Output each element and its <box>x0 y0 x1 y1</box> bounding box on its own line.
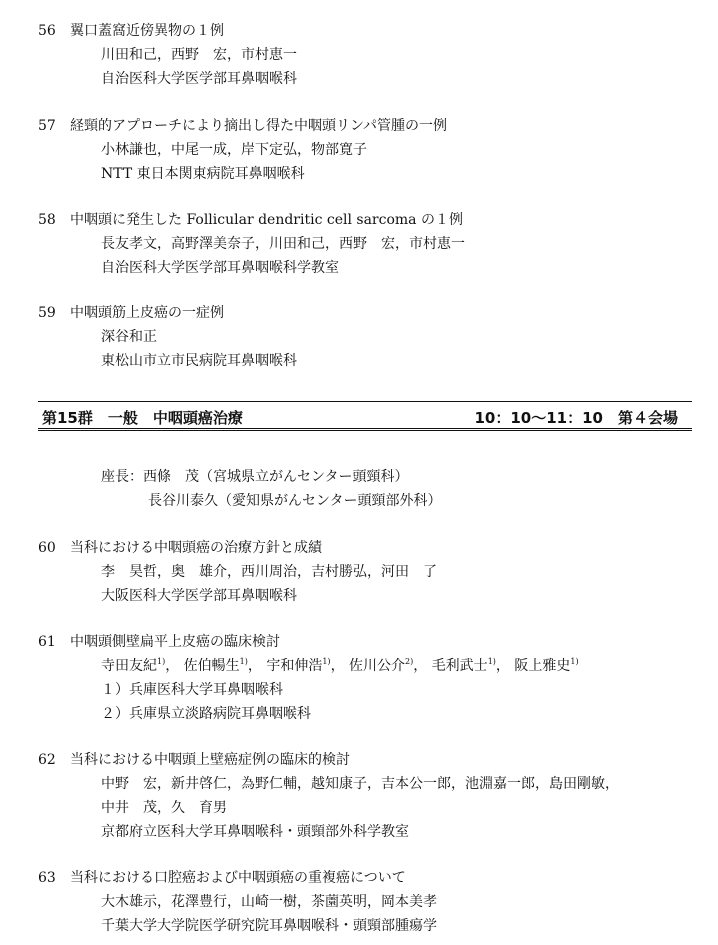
entry-affiliation: 千葉大学大学院医学研究院耳鼻咽喉科・頭頸部腫瘍学 <box>101 918 437 934</box>
entry-authors <box>101 657 579 675</box>
entry-authors-line-2: 中井 茂，久 育男 <box>101 800 227 816</box>
entry-title: 当科における口腔癌および中咽頭癌の重複癌について <box>70 870 406 886</box>
entry-title: 当科における中咽頭癌の治療方針と成績 <box>70 540 322 556</box>
section-heading: 第15群 一般 中咽頭癌治療 <box>42 409 243 427</box>
section-header-bar <box>38 401 692 431</box>
author: 阪上雅史$^{1)}$ <box>514 657 579 674</box>
entry-authors: 小林謙也，中尾一成，岸下定弘，物部寛子 <box>101 142 367 158</box>
entry-affiliation: NTT 東日本関東病院耳鼻咽喉科 <box>101 166 305 182</box>
entry-affiliation: 京都府立医科大学耳鼻咽喉科・頭頸部外科学教室 <box>101 824 409 840</box>
author: 宇和伸浩$^{1)}$， <box>266 657 345 674</box>
entry-title: 中咽頭筋上皮癌の一症例 <box>70 305 224 321</box>
author: 毛利武士$^{1)}$， <box>431 657 510 674</box>
entry-number: 58 <box>38 212 56 228</box>
entry-affiliation: 東松山市立市民病院耳鼻咽喉科 <box>101 353 297 369</box>
entry-affiliation-1: １）兵庫医科大学耳鼻咽喉科 <box>101 682 283 698</box>
entry-title: 中咽頭に発生した Follicular dendritic cell sarcoma の１例 <box>70 212 463 228</box>
entry-authors: 川田和己，西野 宏，市村恵一 <box>101 47 297 63</box>
entry-number: 61 <box>38 634 56 650</box>
entry-authors: 長友孝文，高野澤美奈子，川田和己，西野 宏，市村恵一 <box>101 236 465 252</box>
entry-title: 経頸的アプローチにより摘出し得た中咽頭リンパ管腫の一例 <box>70 118 448 134</box>
entry-authors-line-1: 中野 宏，新井啓仁，為野仁輔，越知康子，吉本公一郎，池淵嘉一郎，島田剛敏， <box>101 776 619 792</box>
entry-affiliation: 自治医科大学医学部耳鼻咽喉科学教室 <box>101 260 339 276</box>
author: 寺田友紀$^{1)}$， <box>101 657 180 674</box>
entry-affiliation: 大阪医科大学医学部耳鼻咽喉科 <box>101 588 297 604</box>
entry-affiliation-2: ２）兵庫県立淡路病院耳鼻咽喉科 <box>101 706 311 722</box>
entry-authors: 李 昊哲，奥 雄介，西川周治，吉村勝弘，河田 了 <box>101 564 437 580</box>
chair-line-2: 長谷川泰久（愛知県がんセンター頭頸部外科） <box>148 493 442 509</box>
entry-affiliation: 自治医科大学医学部耳鼻咽喉科 <box>101 71 297 87</box>
entry-authors: 大木雄示，花澤豊行，山崎一樹，茶薗英明，岡本美孝 <box>101 894 437 910</box>
entry-number: 59 <box>38 305 56 321</box>
entry-authors: 深谷和正 <box>101 329 157 345</box>
entry-title: 当科における中咽頭上壁癌症例の臨床的検討 <box>70 752 350 768</box>
author: 佐伯暢生$^{1)}$， <box>183 657 262 674</box>
entry-number: 57 <box>38 118 56 134</box>
entry-number: 56 <box>38 23 56 39</box>
chair-line-1: 座長：西條 茂（宮城県立がんセンター頭頸科） <box>101 469 409 485</box>
section-time-room: 10：10～11：10 第４会場 <box>474 409 678 427</box>
entry-title: 翼口蓋窩近傍異物の１例 <box>70 23 224 39</box>
entry-number: 60 <box>38 540 56 556</box>
entry-title: 中咽頭側壁扁平上皮癌の臨床検討 <box>70 634 280 650</box>
author: 佐川公介$^{2)}$， <box>349 657 428 674</box>
entry-number: 62 <box>38 752 56 768</box>
entry-number: 63 <box>38 870 56 886</box>
